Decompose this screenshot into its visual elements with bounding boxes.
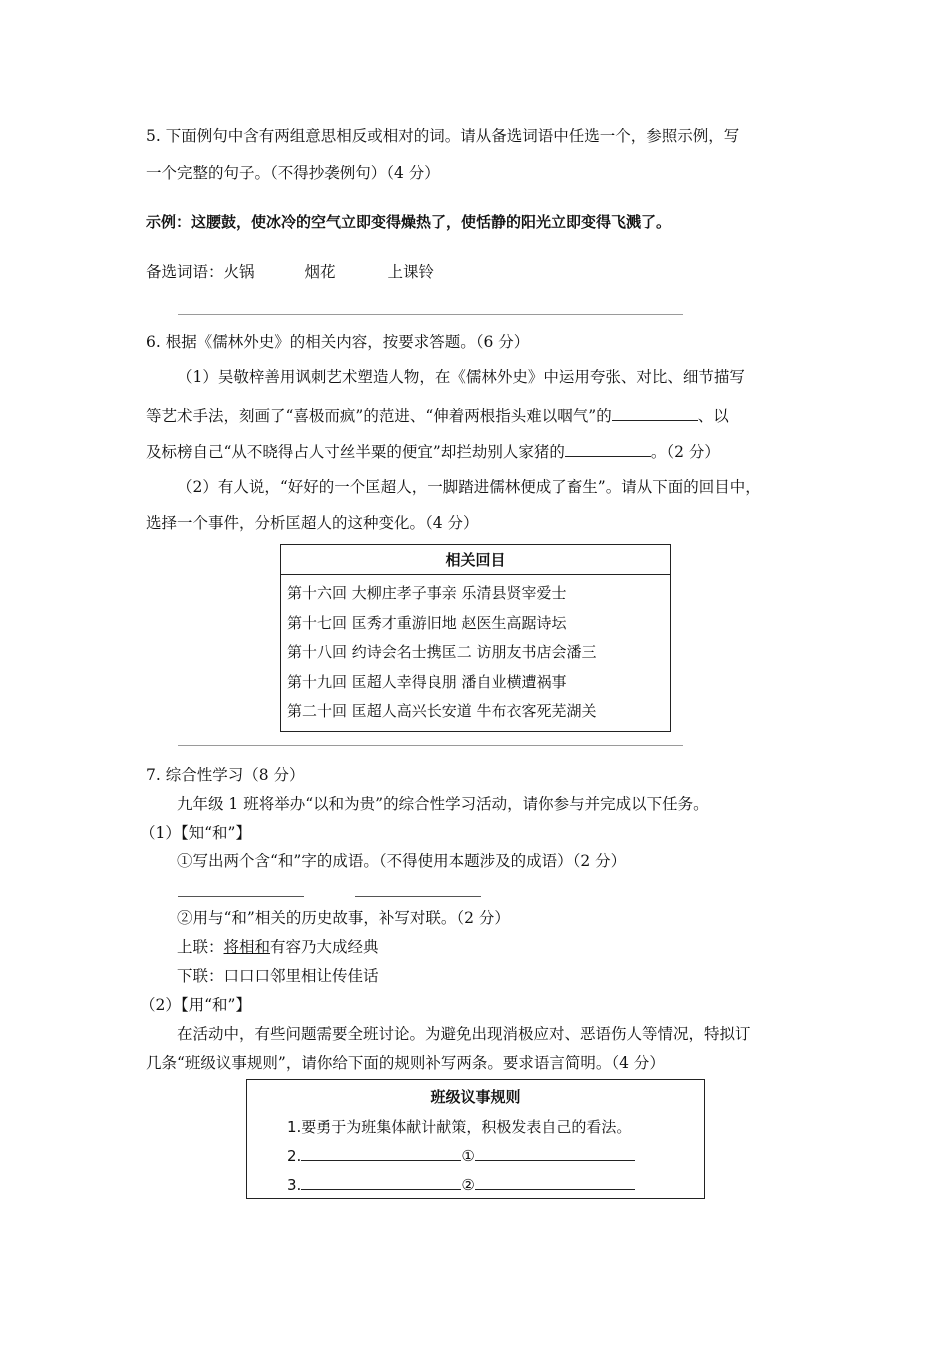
rules-title: 班级议事规则 bbox=[430, 1088, 521, 1106]
q5-option-1: 火锅 bbox=[223, 263, 255, 281]
q6-part1-line3-end: 。（2 分） bbox=[650, 443, 720, 461]
q6-part2-line2: 选择一个事件，分析匡超人的这种变化。（4 分） bbox=[146, 514, 479, 532]
q7-title: 7. 综合性学习（8 分） bbox=[146, 766, 305, 784]
divider bbox=[178, 745, 683, 746]
q6-part1-line2-text: 等艺术手法，刻画了“喜极而疯”的范进、“伸着两根指头难以咽气”的 bbox=[146, 407, 612, 425]
chapters-table bbox=[280, 544, 671, 732]
q6-part1-line3-text: 及标榜自己“从不晓得占人寸丝半粟的便宜”却拦劫别人家猪的 bbox=[146, 443, 565, 461]
q7-part2-line2: 几条“班级议事规则”，请你给下面的规则补写两条。要求语言简明。（4 分） bbox=[146, 1054, 665, 1072]
q7-intro: 九年级 1 班将举办“以和为贵”的综合性学习活动，请你参与并完成以下任务。 bbox=[177, 795, 709, 813]
q5-option-3: 上课铃 bbox=[387, 263, 435, 281]
q5-prompt-line2: 一个完整的句子。（不得抄袭例句）（4 分） bbox=[146, 164, 440, 182]
idiom-answer-line-1[interactable] bbox=[178, 896, 304, 897]
rule-2-number: 2. bbox=[287, 1147, 302, 1165]
q5-options-label: 备选词语： bbox=[146, 263, 224, 281]
rule-3-mark: ② bbox=[461, 1176, 475, 1194]
q7-part2-title: （2）【用“和”】 bbox=[140, 996, 251, 1014]
rule-1: 1.要勇于为班集体献计献策，积极发表自己的看法。 bbox=[287, 1118, 632, 1136]
q7-item1: ①写出两个含“和”字的成语。（不得使用本题涉及的成语）（2 分） bbox=[177, 852, 627, 870]
chapter-row: 第十七回 匡秀才重游旧地 赵医生高踞诗坛 bbox=[287, 613, 567, 632]
q7-part1-title: （1）【知“和”】 bbox=[140, 824, 251, 842]
answer-blank-2[interactable] bbox=[565, 440, 651, 457]
divider bbox=[178, 314, 683, 315]
q7-item2: ②用与“和”相关的历史故事，补写对联。（2 分） bbox=[177, 909, 510, 927]
answer-blank-1[interactable] bbox=[612, 404, 698, 421]
rule-2-mark: ① bbox=[461, 1147, 475, 1165]
chapters-list bbox=[281, 575, 671, 732]
chapter-row: 第十九回 匡超人幸得良朋 潘自业横遭祸事 bbox=[287, 672, 567, 691]
idiom-answer-line-2[interactable] bbox=[355, 896, 481, 897]
couplet-upper-rest: 有容乃大成经典 bbox=[270, 938, 379, 956]
rule-2-blank-b[interactable] bbox=[475, 1144, 635, 1161]
chapter-row: 第十八回 约诗会名士携匡二 访朋友书店会潘三 bbox=[287, 643, 597, 661]
rules-box bbox=[246, 1079, 705, 1199]
rule-2-blank-a[interactable] bbox=[301, 1144, 461, 1161]
rule-3-number: 3. bbox=[287, 1176, 302, 1194]
q5-example: 示例：这腰鼓，使冰冷的空气立即变得燥热了，使恬静的阳光立即变得飞溅了。 bbox=[146, 213, 672, 231]
q6-part2-line1: （2）有人说，“好好的一个匡超人，一脚踏进儒林便成了畜生”。请从下面的回目中， bbox=[177, 478, 761, 496]
rule-2 bbox=[287, 1144, 635, 1165]
chapter-row: 第二十回 匡超人高兴长安道 牛布衣客死芜湖关 bbox=[287, 702, 597, 720]
couplet-lower: 下联：口口口邻里相让传佳话 bbox=[177, 967, 379, 985]
chapter-row: 第十六回 大柳庄孝子事亲 乐清县贤宰爱士 bbox=[287, 584, 567, 602]
couplet-upper-underlined: 将相和 bbox=[223, 938, 271, 956]
q5-prompt-line1: 5. 下面例句中含有两组意思相反或相对的词。请从备选词语中任选一个，参照示例，写 bbox=[146, 127, 740, 145]
q6-title: 6. 根据《儒林外史》的相关内容，按要求答题。（6 分） bbox=[146, 333, 530, 351]
q5-option-2: 烟花 bbox=[304, 263, 336, 281]
q7-part2-line1: 在活动中，有些问题需要全班讨论。为避免出现消极应对、恶语伤人等情况，特拟订 bbox=[177, 1025, 751, 1043]
rule-3 bbox=[287, 1173, 635, 1194]
couplet-upper bbox=[177, 937, 379, 957]
rule-3-blank-b[interactable] bbox=[475, 1173, 635, 1190]
couplet-upper-label: 上联： bbox=[177, 938, 224, 956]
chapters-table-header: 相关回目 bbox=[281, 545, 671, 575]
q6-part1-line2 bbox=[146, 404, 729, 426]
rule-3-blank-a[interactable] bbox=[301, 1173, 461, 1190]
q6-part1-line3 bbox=[146, 440, 720, 462]
q6-part1-line1: （1）吴敬梓善用讽刺艺术塑造人物，在《儒林外史》中运用夸张、对比、细节描写 bbox=[177, 368, 745, 386]
q6-part1-line2-end: 、以 bbox=[697, 407, 729, 425]
q5-options bbox=[146, 262, 434, 282]
